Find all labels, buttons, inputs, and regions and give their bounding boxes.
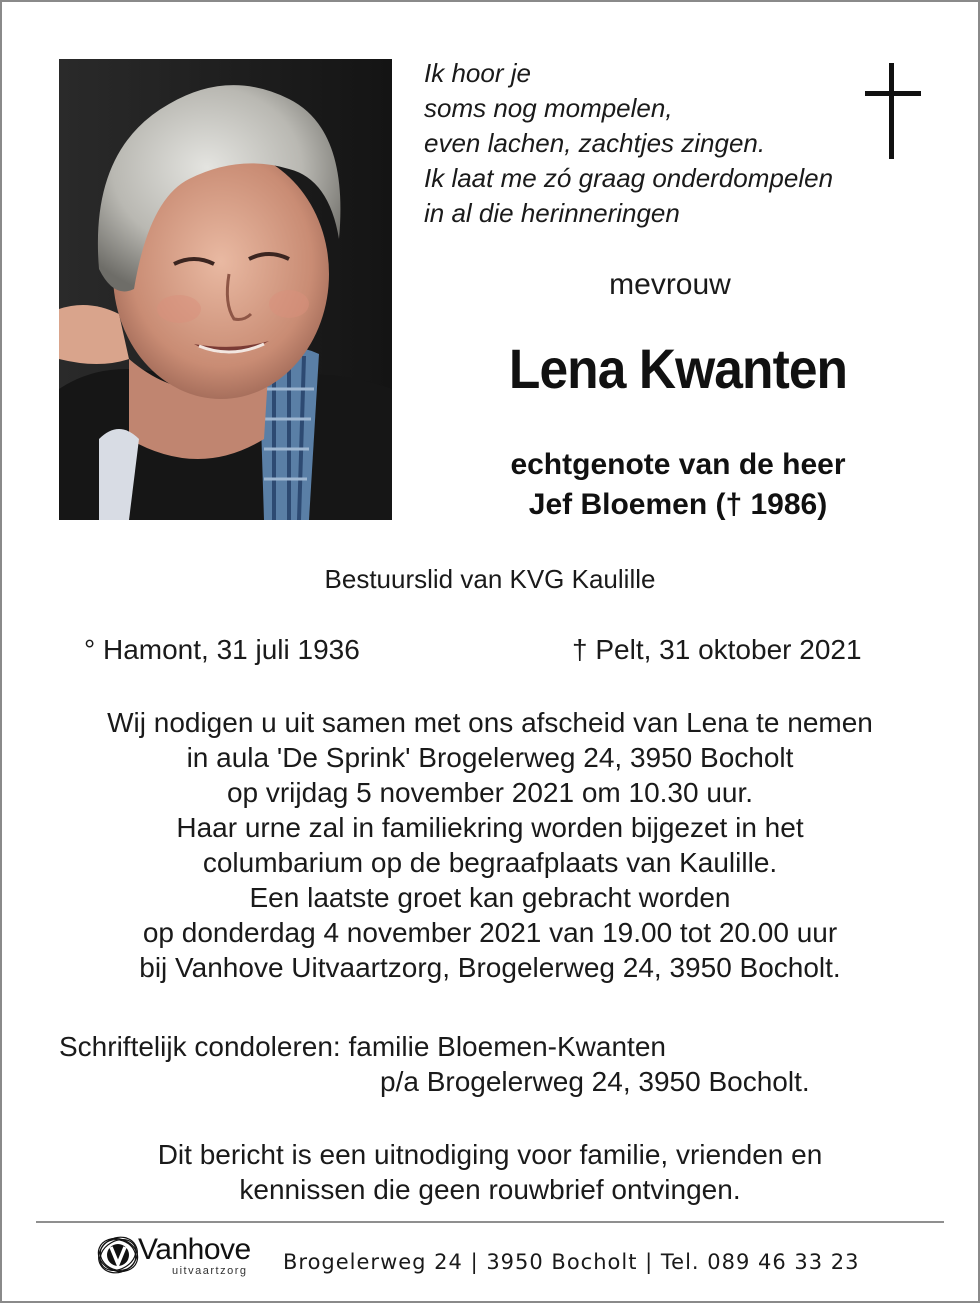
logo-subtitle: uitvaartzorg bbox=[172, 1265, 248, 1277]
cross-icon bbox=[865, 63, 921, 159]
poem-line: even lachen, zachtjes zingen. bbox=[424, 128, 766, 158]
logo-name: Vanhove bbox=[138, 1233, 251, 1266]
invitation-line: Wij nodigen u uit samen met ons afscheid van Lena te nemen bbox=[107, 707, 873, 738]
deceased-name: Lena Kwanten bbox=[508, 337, 848, 400]
spouse-line: echtgenote van de heer bbox=[510, 448, 846, 481]
spouse-line: Jef Bloemen († 1986) bbox=[528, 488, 828, 521]
board-member-text: Bestuurslid van KVG Kaulille bbox=[324, 564, 656, 594]
closing-line: kennissen die geen rouwbrief ontvingen. bbox=[239, 1174, 741, 1205]
death-date: † Pelt, 31 oktober 2021 bbox=[572, 634, 862, 665]
poem-line: Ik hoor je bbox=[424, 58, 531, 88]
spouse-info bbox=[424, 445, 932, 525]
poem bbox=[424, 56, 833, 231]
birth-date: ° Hamont, 31 juli 1936 bbox=[84, 634, 360, 665]
invitation-line: bij Vanhove Uitvaartzorg, Brogelerweg 24, 3950 Bocholt. bbox=[139, 952, 841, 983]
vanhove-logo-icon bbox=[94, 1231, 142, 1279]
invitation-line: Een laatste groet kan gebracht worden bbox=[249, 882, 731, 913]
vanhove-logo bbox=[94, 1231, 274, 1281]
footer-address: Brogelerweg 24 | 3950 Bocholt | Tel. 089 46 33 23 bbox=[283, 1250, 860, 1274]
poem-line: soms nog mompelen, bbox=[424, 93, 673, 123]
condolence-line: Schriftelijk condoleren: familie Bloemen-Kwanten bbox=[59, 1031, 666, 1062]
poem-line: in al die herinneringen bbox=[424, 198, 680, 228]
invitation-line: Haar urne zal in familiekring worden bijgezet in het bbox=[176, 812, 804, 843]
closing-text bbox=[0, 1137, 980, 1207]
condolence-address: p/a Brogelerweg 24, 3950 Bocholt. bbox=[380, 1066, 810, 1097]
invitation-line: op vrijdag 5 november 2021 om 10.30 uur. bbox=[226, 777, 754, 808]
footer-divider bbox=[36, 1221, 944, 1223]
honorific: mevrouw bbox=[609, 268, 731, 301]
poem-line: Ik laat me zó graag onderdompelen bbox=[424, 163, 834, 193]
invitation-line: op donderdag 4 november 2021 van 19.00 tot 20.00 uur bbox=[142, 917, 838, 948]
invitation-line: columbarium op de begraafplaats van Kaulille. bbox=[202, 847, 778, 878]
invitation-text bbox=[0, 705, 980, 985]
invitation-line: in aula 'De Sprink' Brogelerweg 24, 3950 Bocholt bbox=[186, 742, 794, 773]
portrait-photo bbox=[59, 59, 392, 520]
closing-line: Dit bericht is een uitnodiging voor familie, vrienden en bbox=[157, 1139, 823, 1170]
